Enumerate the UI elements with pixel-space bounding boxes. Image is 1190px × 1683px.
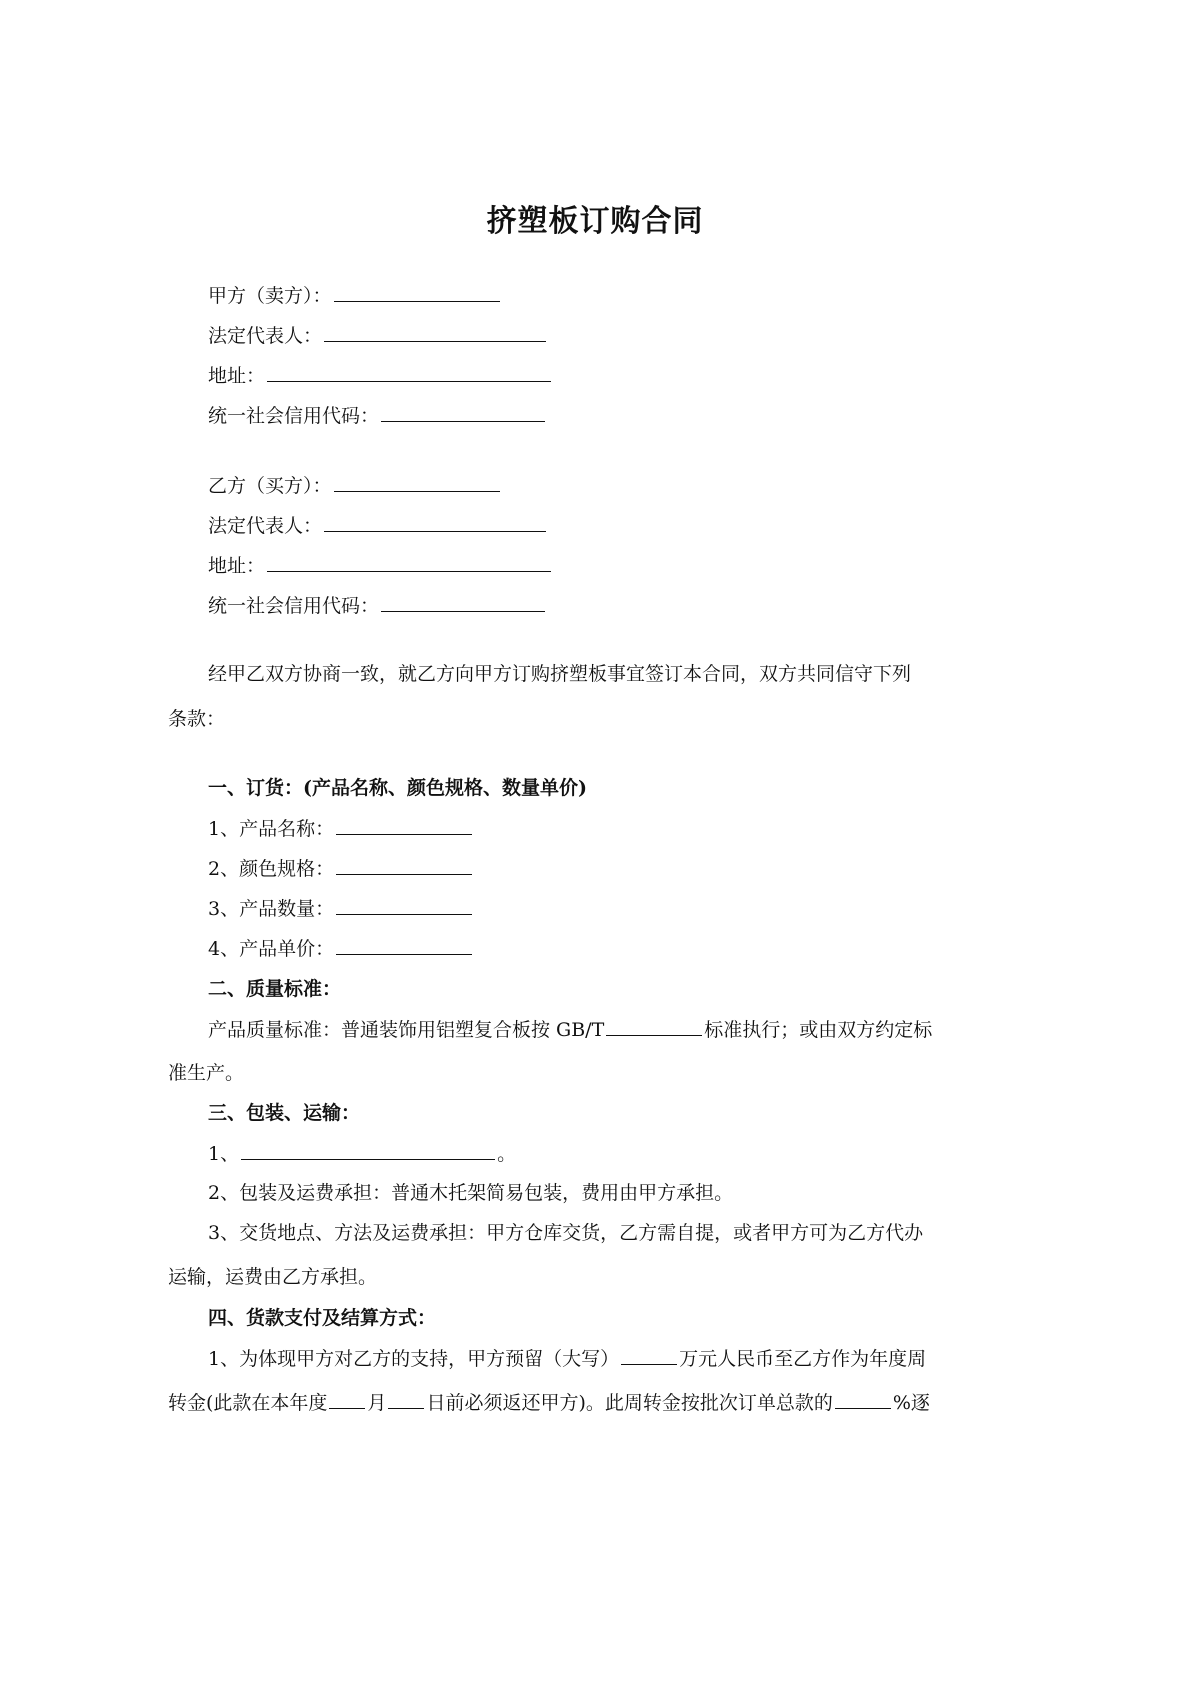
- party-a-rep-label: 法定代表人：: [208, 325, 323, 347]
- section-1-item-1-row: [208, 816, 474, 841]
- section-3-heading: 三、包装、运输：: [208, 1102, 361, 1124]
- section-4-line-2: [168, 1390, 930, 1415]
- section-3-item-1-row: [208, 1141, 516, 1166]
- section-1-item-2-row: [208, 856, 474, 881]
- quantity-label: 3、产品数量：: [208, 898, 335, 920]
- intro-line-1: 经甲乙双方协商一致，就乙方向甲方订购挤塑板事宜签订本合同，双方共同信守下列: [208, 663, 912, 685]
- section-2-line-1: [208, 1017, 932, 1042]
- section-4-line-1: [208, 1346, 926, 1371]
- section-4-line-1-text-b: 万元人民币至乙方作为年度周: [679, 1348, 927, 1370]
- section-4-line-2-text-c: 日前必须返还甲方)。此周转金按批次订单总款的: [426, 1392, 833, 1414]
- party-a-name-blank[interactable]: [334, 283, 500, 302]
- party-a-rep-blank[interactable]: [324, 323, 546, 342]
- party-b-name-blank[interactable]: [334, 473, 500, 492]
- party-b-addr-blank[interactable]: [267, 553, 551, 572]
- section-3-item-3-line-1: 3、交货地点、方法及运费承担：甲方仓库交货，乙方需自提，或者甲方可为乙方代办: [208, 1222, 924, 1244]
- party-b-code-label: 统一社会信用代码：: [208, 595, 380, 617]
- party-b-rep-label: 法定代表人：: [208, 515, 323, 537]
- section-4-line-2-text-a: 转金(此款在本年度: [168, 1392, 328, 1414]
- party-b-rep-blank[interactable]: [324, 513, 546, 532]
- party-b-name-label: 乙方（买方）：: [208, 475, 332, 497]
- quantity-blank[interactable]: [336, 896, 472, 915]
- section-4-line-2-text-b: 月: [367, 1392, 387, 1414]
- party-a-name-label: 甲方（卖方）：: [208, 285, 332, 307]
- percent-blank[interactable]: [835, 1390, 891, 1409]
- return-month-blank[interactable]: [329, 1390, 365, 1409]
- section-4-line-1-text-a: 1、为体现甲方对乙方的支持，甲方预留（大写）: [208, 1348, 620, 1370]
- party-a-code-row: [208, 403, 547, 428]
- party-a-rep-row: [208, 323, 548, 348]
- party-a-addr-label: 地址：: [208, 365, 266, 387]
- section-1-item-4-row: [208, 936, 474, 961]
- section-3-item-2: 2、包装及运费承担：普通木托架简易包装，费用由甲方承担。: [208, 1182, 734, 1204]
- product-name-blank[interactable]: [336, 816, 472, 835]
- section-1-heading: 一、订货：(产品名称、颜色规格、数量单价): [208, 777, 587, 799]
- product-name-label: 1、产品名称：: [208, 818, 335, 840]
- unit-price-blank[interactable]: [336, 936, 472, 955]
- section-3-item-1-suffix: 。: [497, 1143, 517, 1165]
- party-b-addr-row: [208, 553, 553, 578]
- section-3-item-1-blank[interactable]: [241, 1141, 495, 1160]
- party-b-addr-label: 地址：: [208, 555, 266, 577]
- gbt-standard-blank[interactable]: [606, 1017, 702, 1036]
- party-b-name-row: [208, 473, 502, 498]
- section-2-heading: 二、质量标准：: [208, 978, 342, 1000]
- section-3-item-3-line-2: 运输，运费由乙方承担。: [168, 1266, 378, 1288]
- reserve-amount-blank[interactable]: [621, 1346, 677, 1365]
- party-a-addr-blank[interactable]: [267, 363, 551, 382]
- return-day-blank[interactable]: [388, 1390, 424, 1409]
- intro-line-2: 条款：: [168, 708, 226, 730]
- quality-standard-text-a: 产品质量标准：普通装饰用铝塑复合板按 GB/T: [208, 1019, 605, 1041]
- party-a-addr-row: [208, 363, 553, 388]
- section-1-item-3-row: [208, 896, 474, 921]
- party-b-code-blank[interactable]: [381, 593, 545, 612]
- section-2-line-2: 准生产。: [168, 1062, 245, 1084]
- section-4-line-2-text-d: %逐: [892, 1392, 930, 1414]
- color-spec-label: 2、颜色规格：: [208, 858, 335, 880]
- document-title: 挤塑板订购合同: [486, 204, 704, 239]
- quality-standard-text-b: 标准执行；或由双方约定标: [704, 1019, 933, 1041]
- party-a-code-label: 统一社会信用代码：: [208, 405, 380, 427]
- section-3-item-1-prefix: 1、: [208, 1143, 240, 1165]
- unit-price-label: 4、产品单价：: [208, 938, 335, 960]
- color-spec-blank[interactable]: [336, 856, 472, 875]
- section-4-heading: 四、货款支付及结算方式：: [208, 1307, 437, 1329]
- party-b-rep-row: [208, 513, 548, 538]
- party-a-code-blank[interactable]: [381, 403, 545, 422]
- party-a-name-row: [208, 283, 502, 308]
- party-b-code-row: [208, 593, 547, 618]
